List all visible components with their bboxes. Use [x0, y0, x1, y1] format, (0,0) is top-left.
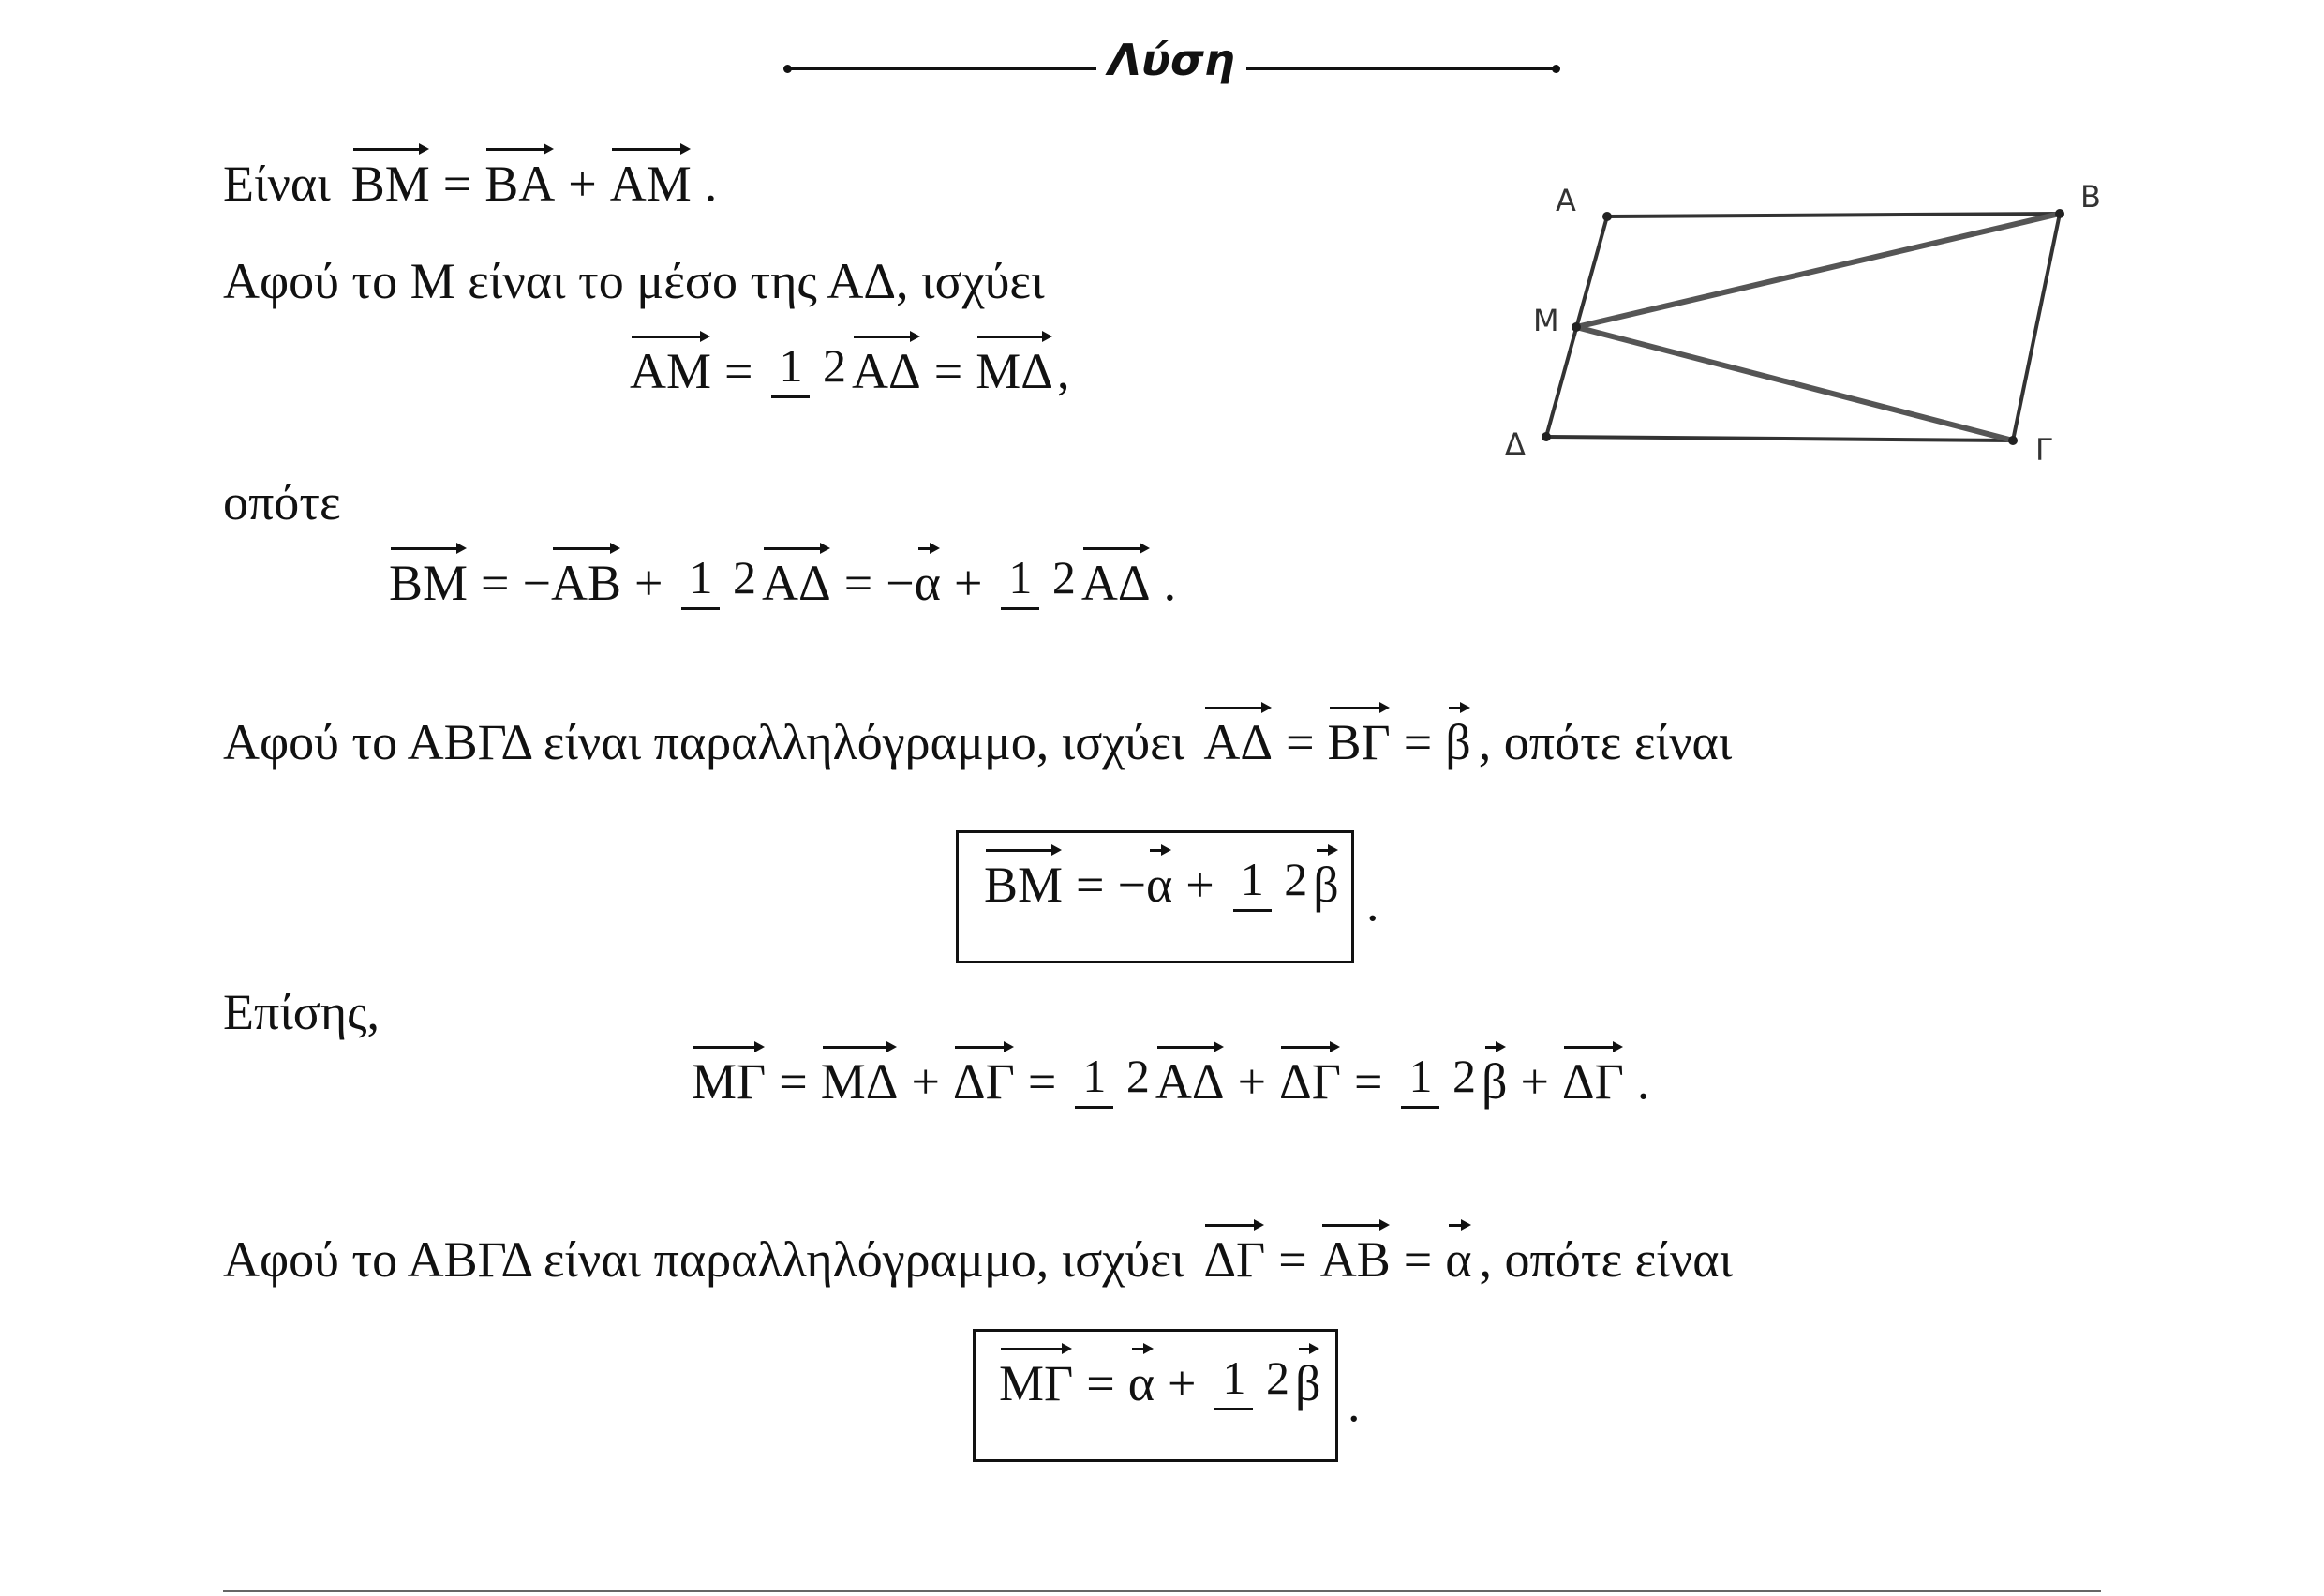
minus-sign: −: [522, 555, 551, 611]
vector-MG: ΜΓ: [999, 1342, 1073, 1411]
fraction-denominator: 2: [1284, 853, 1308, 905]
label-D: Δ: [1505, 426, 1526, 462]
fraction-numerator: 1: [1233, 853, 1272, 912]
period: .: [1366, 875, 1379, 932]
vector-DG: ΔΓ: [1279, 1040, 1341, 1110]
point-A: [1602, 212, 1612, 221]
vector-BM: BM: [351, 142, 430, 212]
line-4: [223, 701, 1732, 770]
vector-AB: AB: [551, 542, 621, 611]
fraction-half: [1075, 1050, 1150, 1100]
equals-sign: =: [1286, 714, 1315, 770]
vector-DG: ΔΓ: [1203, 1218, 1265, 1288]
fraction-half: [1001, 551, 1076, 602]
point-D: [1542, 432, 1551, 441]
vector-AD: ΑΔ: [852, 330, 921, 399]
equation-bm-expansion: [389, 542, 1176, 611]
footer-rule: [223, 1590, 2101, 1592]
result-bm: [984, 843, 1339, 913]
vector-BM: BM: [984, 843, 1063, 913]
point-G: [2008, 436, 2018, 445]
line-5: Επίσης,: [223, 984, 380, 1040]
point-B: [2055, 209, 2064, 218]
vector-AD: ΑΔ: [1081, 542, 1151, 611]
fraction-numerator: 1: [1401, 1050, 1439, 1109]
fraction-denominator: 2: [732, 551, 756, 604]
equals-sign: =: [481, 555, 510, 611]
section-title: Λύση: [1108, 35, 1235, 85]
fraction-denominator: 2: [1265, 1351, 1289, 1404]
minus-sign: −: [1117, 857, 1146, 913]
equation-mg-expansion: [692, 1040, 1649, 1110]
vector-BG: ΒΓ: [1328, 701, 1391, 770]
result-mg: [999, 1342, 1320, 1411]
fraction-denominator: 2: [1452, 1050, 1476, 1102]
equation-am: [630, 330, 1069, 399]
period: .: [704, 156, 718, 212]
equals-sign: =: [779, 1053, 808, 1110]
vector-BA: BA: [484, 142, 555, 212]
vector-AM: AM: [610, 142, 692, 212]
vector-alpha: α: [1146, 843, 1172, 913]
plus-sign: +: [1185, 857, 1214, 913]
vector-beta: β: [1482, 1040, 1507, 1110]
segment-MG: [1576, 327, 2013, 440]
line-4-suffix: , οπότε είναι: [1478, 714, 1733, 770]
fraction-numerator: 1: [771, 339, 810, 398]
vector-AD: ΑΔ: [1155, 1040, 1225, 1110]
fraction-half: [681, 551, 756, 602]
equals-sign: =: [1086, 1355, 1115, 1411]
plus-sign: +: [568, 156, 597, 212]
equals-sign: =: [1403, 1231, 1433, 1288]
plus-sign: +: [1520, 1053, 1549, 1110]
vector-beta: β: [1295, 1342, 1320, 1411]
segment-MB: [1576, 214, 2060, 327]
header-right-rule: [1246, 67, 1556, 70]
equals-sign: =: [724, 343, 753, 399]
label-A: A: [1556, 183, 1576, 218]
plus-sign: +: [911, 1053, 940, 1110]
fraction-denominator: 2: [1125, 1050, 1150, 1102]
equals-sign: =: [442, 156, 472, 212]
line-3: οπότε: [223, 474, 341, 530]
plus-sign: +: [634, 555, 663, 611]
side-AB: [1607, 214, 2060, 216]
plus-sign: +: [1237, 1053, 1267, 1110]
line-1: [223, 142, 717, 212]
vector-MD: ΜΔ: [976, 330, 1053, 399]
fraction-numerator: 1: [1214, 1351, 1253, 1410]
fraction-denominator: 2: [1051, 551, 1076, 604]
line-2: Αφού το Μ είναι το μέσο της ΑΔ, ισχύει: [223, 253, 1045, 309]
line-4-prefix: Αφού το ΑΒΓΔ είναι παραλληλόγραμμο, ισχύει: [223, 714, 1185, 770]
vector-beta: β: [1313, 843, 1338, 913]
minus-sign: −: [886, 555, 915, 611]
vector-beta: β: [1445, 701, 1470, 770]
point-M: [1572, 322, 1581, 332]
label-M: M: [1533, 303, 1559, 338]
equals-sign: =: [933, 343, 963, 399]
fraction-half: [771, 339, 846, 390]
line-6-prefix: Αφού το ΑΒΓΔ είναι παραλληλόγραμμο, ισχύει: [223, 1231, 1185, 1288]
line-1-prefix: Είναι: [223, 156, 331, 212]
label-B: B: [2080, 179, 2101, 215]
vector-AB: AB: [1320, 1218, 1391, 1288]
equals-sign: =: [843, 555, 873, 611]
vector-MD: ΜΔ: [821, 1040, 899, 1110]
vector-alpha: α: [1445, 1218, 1471, 1288]
period: .: [1636, 1053, 1650, 1110]
equals-sign: =: [1027, 1053, 1057, 1110]
fraction-denominator: 2: [822, 339, 846, 392]
equals-sign: =: [1076, 857, 1105, 913]
vector-alpha: α: [915, 542, 941, 611]
equals-sign: =: [1278, 1231, 1307, 1288]
side-BG: [2013, 214, 2060, 440]
comma: ,: [1056, 343, 1070, 399]
vector-AD: ΑΔ: [762, 542, 831, 611]
fraction-half: [1401, 1050, 1476, 1100]
label-G: Γ: [2035, 432, 2052, 468]
period: .: [1348, 1376, 1361, 1432]
parallelogram-figure: [1490, 173, 2137, 483]
fraction-half: [1233, 853, 1308, 903]
fraction-numerator: 1: [681, 551, 720, 610]
fraction-numerator: 1: [1001, 551, 1039, 610]
vector-BM: BM: [389, 542, 468, 611]
equals-sign: =: [1403, 714, 1433, 770]
plus-sign: +: [1168, 1355, 1197, 1411]
header-left-rule: [787, 67, 1096, 70]
line-6: [223, 1218, 1733, 1288]
vector-DG: ΔΓ: [953, 1040, 1015, 1110]
vector-DG: ΔΓ: [1562, 1040, 1624, 1110]
vector-alpha: α: [1128, 1342, 1155, 1411]
fraction-half: [1214, 1351, 1289, 1402]
header-right-dot: [1552, 65, 1560, 73]
equals-sign: =: [1354, 1053, 1383, 1110]
line-6-suffix: , οπότε είναι: [1479, 1231, 1734, 1288]
period: .: [1163, 555, 1177, 611]
plus-sign: +: [953, 555, 983, 611]
vector-AM: AM: [630, 330, 711, 399]
vector-AD: ΑΔ: [1203, 701, 1273, 770]
vector-MG: ΜΓ: [692, 1040, 766, 1110]
side-GD: [1546, 437, 2013, 440]
fraction-numerator: 1: [1075, 1050, 1113, 1109]
